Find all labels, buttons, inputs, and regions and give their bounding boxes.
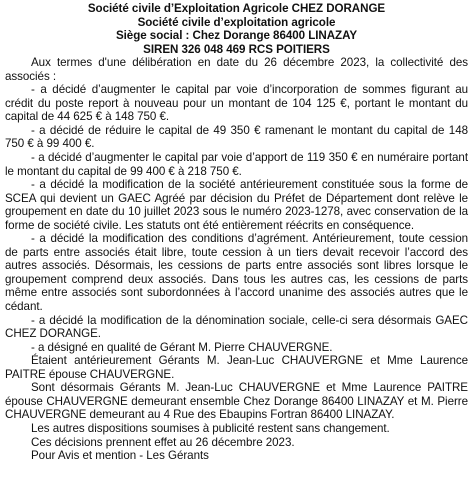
decision-approval-conditions: - a décidé la modification des conditions d’agrément. Antérieurement, toute cession de parts entre associés était libre, toute cession à un tiers devait recevoir l’accord des autres associés. Désormais, les cessions de parts entre associés sont libres lorsque le groupement comprend deux associés. Dans tous les autres cas, les cessions de parts même entre associés sont subordonnées à l’accord unanime des associés autres que le cédant. — [5, 232, 468, 314]
company-form: Société civile d’exploitation agricole — [137, 15, 336, 29]
other-provisions-paragraph: Les autres dispositions soumises à publicité restent sans changement. — [31, 421, 390, 435]
intro-paragraph: Aux termes d'une délibération en date du 26 décembre 2023, la collectivité des associés : — [5, 56, 468, 83]
current-managers-paragraph: Sont désormais Gérants M. Jean-Luc CHAUVERGNE et Mme Laurence PAITRE épouse CHAUVERGNE demeurant ensemble Chez Dorange 86400 LINAZAY et M. Pierre CHAUVERGNE demeurant au 4 Rue des Ebaupins Fortran 86400 LINAZAY. — [5, 381, 468, 422]
siren-number: SIREN 326 048 469 RCS POITIERS — [143, 42, 330, 56]
decision-name-change: - a décidé la modification de la dénomination sociale, celle-ci sera désormais GAEC CHEZ DORANGE. — [5, 313, 468, 341]
decision-manager-appointment: - a désigné en qualité de Gérant M. Pierre CHAUVERGNE. — [31, 340, 333, 354]
decision-capital-increase-contribution: - a décidé d’augmenter le capital par voie d’apport de 119 350 € en numéraire portant le montant du capital de 99 400 € à 218 750 €. — [5, 151, 468, 178]
closing-mention: Pour Avis et mention - Les Gérants — [31, 449, 209, 463]
former-managers-paragraph: Étaient antérieurement Gérants M. Jean-Luc CHAUVERGNE et Mme Laurence PAITRE épouse CHAUVERGNE. — [5, 354, 468, 381]
decision-company-transformation: - a décidé la modification de la société antérieurement constituée sous la forme de SCEA qui devient un GAEC Agréé par décision du Préfet de Département dont relève le groupement en date du 10 juillet 2023 sous le numéro 2023-1278, avec conservation de la forme de société civile. Les statuts ont été entièrement réécrits en conséquence. — [5, 178, 468, 232]
company-name: Société civile d’Exploitation Agricole CHEZ DORANGE — [87, 2, 386, 15]
effective-date-paragraph: Ces décisions prennent effet au 26 décembre 2023. — [31, 435, 295, 449]
decision-capital-reduction: - a décidé de réduire le capital de 49 350 € ramenant le montant du capital de 148 750 € à 99 400 €. — [5, 123, 468, 151]
decision-capital-increase-incorporation: - a décidé d’augmenter le capital par voie d’incorporation de sommes figurant au crédit du poste report à nouveau pour un montant de 104 125 €, portant le montant du capital de 44 625 € à 148 750 €. — [5, 83, 468, 124]
registered-office: Siège social : Chez Dorange 86400 LINAZAY — [115, 29, 358, 43]
